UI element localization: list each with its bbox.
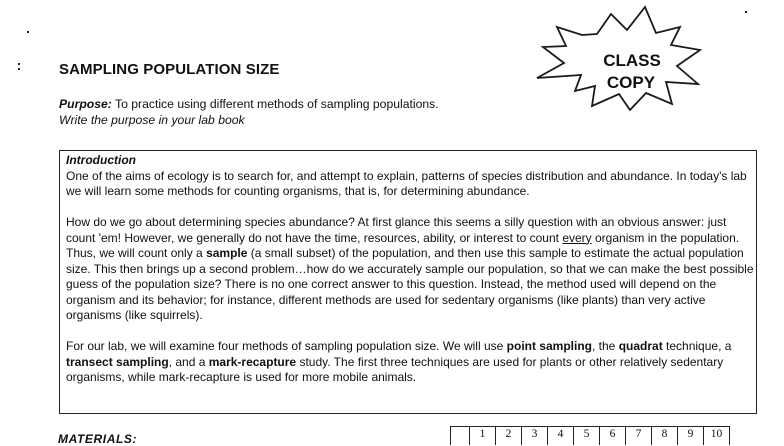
- materials-heading: MATERIALS:: [58, 432, 138, 446]
- purpose-instruction: Write the purpose in your lab book: [59, 113, 245, 127]
- purpose-label: Purpose:: [59, 97, 112, 111]
- scan-speck: [745, 11, 747, 13]
- term-quadrat: quadrat: [618, 339, 663, 353]
- ruler-cell: 6: [600, 427, 626, 445]
- p3-text: , the: [592, 339, 619, 353]
- p2-text: organism in the population. Thus, we will count only a: [66, 230, 740, 260]
- stamp-line-2: COPY: [606, 73, 656, 92]
- scan-speck: [27, 31, 29, 33]
- purpose-text: To practice using different methods of sampling populations.: [115, 97, 439, 111]
- p3-text: study. The first three techniques are used for plants or other relatively sedentary organisms, while mark-recapture is used for more mobile animals.: [66, 354, 724, 384]
- introduction-box: [59, 150, 757, 414]
- intro-paragraph-2: [66, 215, 756, 324]
- ruler-cell-blank: [451, 427, 470, 445]
- p3-text: technique, a: [662, 339, 732, 353]
- intro-paragraph-1: One of the aims of ecology is to search for, and attempt to explain, patterns of species distribution and abundance. In today's lab we will learn some methods for counting organisms, that is, for determining abundance.: [66, 168, 747, 198]
- ruler-cell: 5: [574, 427, 600, 445]
- class-copy-stamp: [535, 0, 705, 112]
- p2-text: (a small subset) of the population, and then use this sample to estimate the actual population size. This then brings up a second problem…how do we accurately sample our population, so that we can make the best possible guess of the population size? There is no one correct answer to this question. Instead, the method used will depend on the organism and its behavior; for instance, different methods are used for sedentary organisms (like plants) than very active organisms (like squirrels).: [66, 246, 754, 322]
- term-sample: sample: [206, 246, 248, 260]
- ruler-cell: 7: [626, 427, 652, 445]
- term-mark-recapture: mark-recapture: [208, 354, 297, 369]
- term-transect-sampling: transect sampling: [66, 354, 169, 369]
- scan-speck: [18, 68, 20, 70]
- ruler-cell: 1: [470, 427, 496, 445]
- p3-text: , and a: [168, 354, 209, 369]
- scan-speck: [18, 63, 20, 65]
- p2-text: How do we go about determining species abundance? At first glance this seems a silly question with an obvious answer: just count 'em! However, we generally do not have the time, resources, ability, or interest to count: [66, 215, 727, 245]
- ruler-cell: 3: [522, 427, 548, 445]
- ruler-cell: 4: [548, 427, 574, 445]
- purpose-section: [59, 96, 439, 128]
- ruler-cell: 10: [704, 427, 730, 445]
- introduction-heading: Introduction: [66, 153, 136, 167]
- intro-paragraph-3: [66, 339, 756, 386]
- page-title: SAMPLING POPULATION SIZE: [59, 61, 280, 78]
- term-point-sampling: point sampling: [506, 339, 592, 353]
- number-ruler: [450, 426, 730, 445]
- ruler-cell: 9: [678, 427, 704, 445]
- ruler-cell: 2: [496, 427, 522, 445]
- stamp-line-1: CLASS: [603, 51, 661, 70]
- p3-text: For our lab, we will examine four methods of sampling population size. We will use: [66, 339, 507, 353]
- ruler-cell: 8: [652, 427, 678, 445]
- emphasis-every: every: [562, 230, 592, 245]
